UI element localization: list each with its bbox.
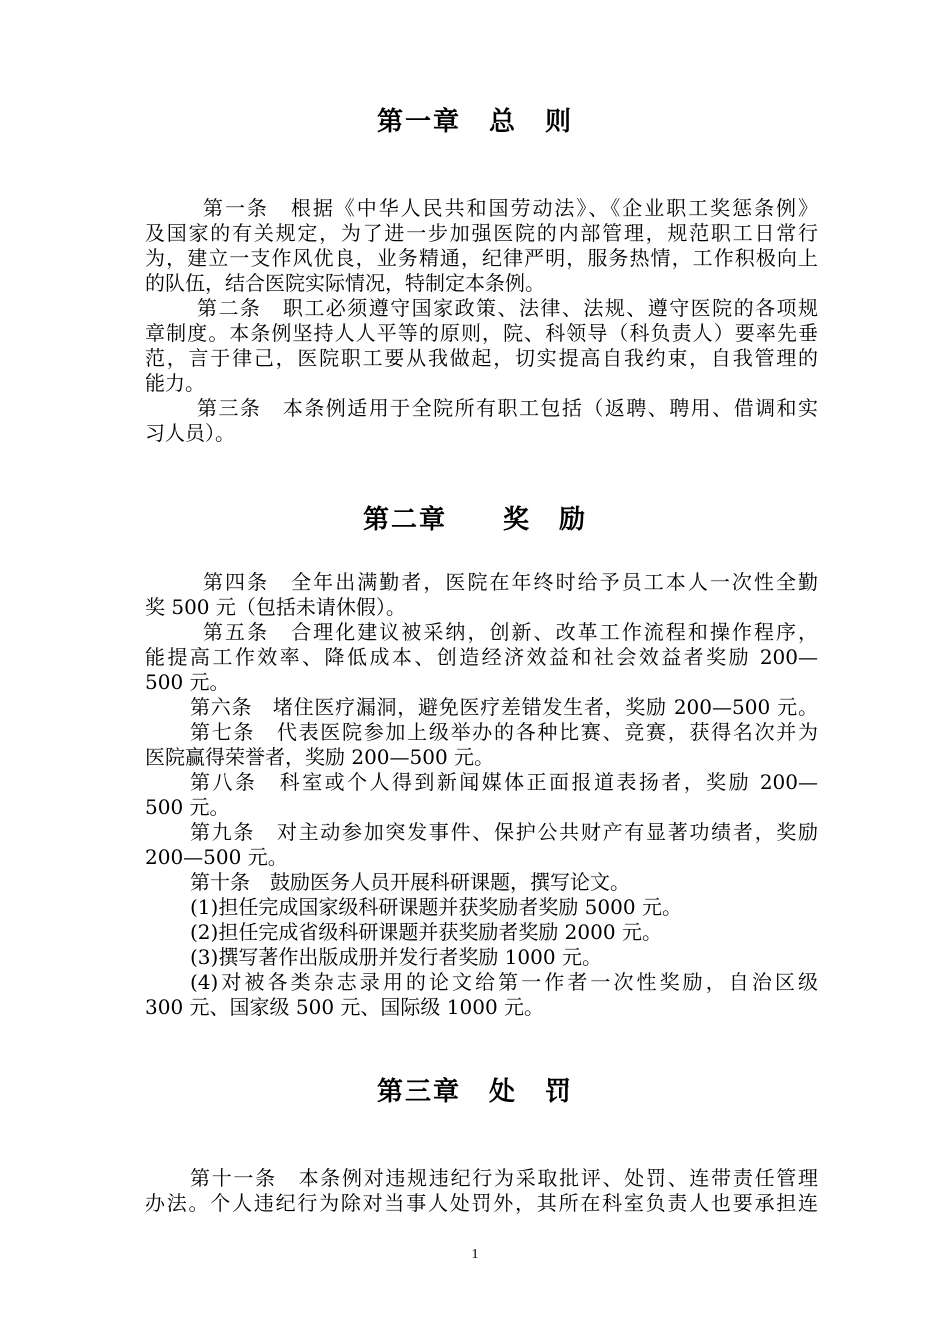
text-line: 第四条 全年出满勤者，医院在年终时给予员工本人一次性全勤 [203,569,818,594]
article-paragraph [145,570,818,620]
article-paragraph [145,296,818,396]
text-line: 第十一条 本条例对违规违纪行为采取批评、处罚、连带责任管理 [190,1165,818,1190]
article-paragraph [145,695,818,720]
text-line: 第五条 合理化建议被采纳，创新、改革工作流程和操作程序， [203,619,818,644]
article-paragraph [145,396,818,446]
chapter-title: 第二章 奖 励 [362,505,587,535]
chapter-body [145,1166,818,1216]
text-line: 500 元。 [145,669,230,694]
text-line: 为，建立一支作风优良，业务精通，纪律严明，服务热情，工作积极向上 [145,245,818,270]
text-line: 第九条 对主动参加突发事件、保护公共财产有显著功绩者，奖励 [190,819,818,844]
article-paragraph [145,870,818,1020]
list-item: (3)撰写著作出版成册并发行者奖励 1000 元。 [190,944,602,969]
article-paragraph [145,620,818,695]
chapter-body [145,570,818,1020]
chapter-body [145,196,818,446]
text-line: 第三条 本条例适用于全院所有职工包括（返聘、聘用、借调和实 [197,395,818,420]
text-line: 的队伍，结合医院实际情况，特制定本条例。 [145,270,545,295]
text-line: 习人员）。 [145,420,235,445]
article-paragraph [145,196,818,296]
text-line: 能力。 [145,370,205,395]
text-line: 300 元、国家级 500 元、国际级 1000 元。 [145,994,545,1019]
text-line: 及国家的有关规定，为了进一步加强医院的内部管理，规范职工日常行 [145,220,818,245]
text-line: 第二条 职工必须遵守国家政策、法律、法规、遵守医院的各项规 [197,295,818,320]
article-paragraph [145,720,818,770]
list-item: (1)担任完成国家级科研课题并获奖励者奖励 5000 元。 [190,894,682,919]
text-line: 200—500 元。 [145,844,288,869]
list-item: (2)担任完成省级科研课题并获奖励者奖励 2000 元。 [190,919,662,944]
text-line: 第八条 科室或个人得到新闻媒体正面报道表扬者，奖励 200— [190,769,818,794]
text-line: 第七条 代表医院参加上级举办的各种比赛、竞赛，获得名次并为 [190,719,818,744]
text-line: 办法。个人违纪行为除对当事人处罚外，其所在科室负责人也要承担连 [145,1190,818,1215]
page-number: 1 [471,1247,479,1262]
list-item: (4)对被各类杂志录用的论文给第一作者一次性奖励，自治区级 [190,969,818,994]
text-line: 第一条 根据《中华人民共和国劳动法》、《企业职工奖惩条例》 [203,195,818,220]
article-paragraph [145,770,818,820]
text-line: 第十条 鼓励医务人员开展科研课题，撰写论文。 [190,869,630,894]
text-line: 医院赢得荣誉者，奖励 200—500 元。 [145,744,495,769]
text-line: 章制度。本条例坚持人人平等的原则，院、科领导（科负责人）要率先垂 [145,320,818,345]
article-paragraph [145,1166,818,1216]
text-line: 奖 500 元（包括未请休假）。 [145,594,406,619]
chapter-title: 第一章 总 则 [376,107,573,137]
text-line: 第六条 堵住医疗漏洞，避免医疗差错发生者，奖励 200—500 元。 [190,694,818,719]
chapter-title: 第三章 处 罚 [376,1077,573,1107]
text-line: 范，言于律己，医院职工要从我做起，切实提高自我约束，自我管理的 [145,345,818,370]
article-paragraph [145,820,818,870]
text-line: 500 元。 [145,794,230,819]
text-line: 能提高工作效率、降低成本、创造经济效益和社会效益者奖励 200— [145,644,818,669]
